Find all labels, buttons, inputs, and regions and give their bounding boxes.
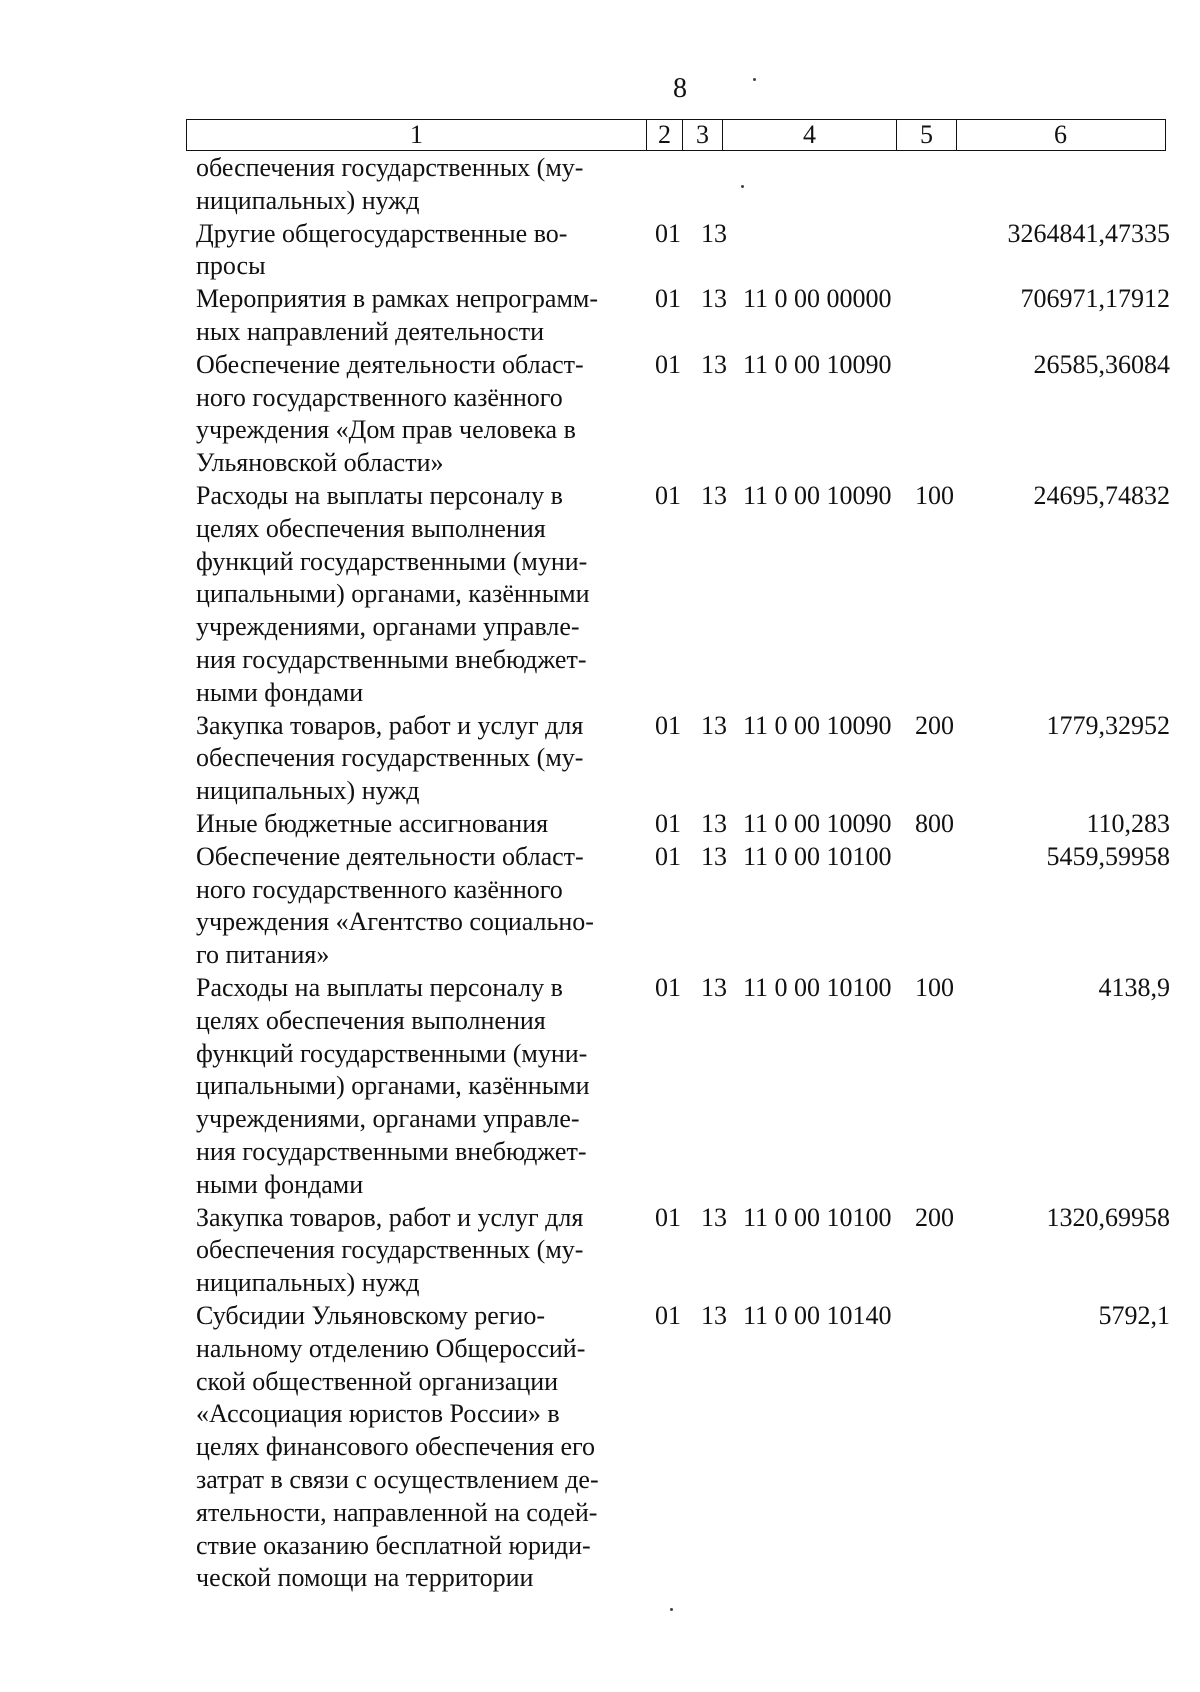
row-section: 01 xyxy=(655,808,681,838)
row-amount: 5459,59958 xyxy=(1046,841,1170,871)
row-amount: 706971,17912 xyxy=(1020,284,1170,314)
row-expense-type: 800 xyxy=(915,808,954,838)
table-row xyxy=(0,218,1200,284)
row-target-article: 11 0 00 10090 xyxy=(743,710,892,740)
row-subsection: 13 xyxy=(701,1300,727,1330)
row-name: Иные бюджетные ассигнования xyxy=(196,808,549,838)
header-col-3: 3 xyxy=(683,120,723,150)
row-name: Закупка товаров, работ и услуг для обеспечения государственных (му- ниципальных) нужд xyxy=(196,710,584,806)
row-amount: 1320,69958 xyxy=(1046,1202,1170,1232)
row-subsection: 13 xyxy=(701,1202,727,1232)
header-col-5: 5 xyxy=(897,120,957,150)
header-col-6: 6 xyxy=(1054,120,1067,149)
row-target-article: 11 0 00 10100 xyxy=(743,972,892,1002)
row-name: обеспечения государственных (му- ниципальных) нужд xyxy=(196,153,584,215)
row-section: 01 xyxy=(655,972,681,1002)
scan-speck xyxy=(753,78,756,81)
row-name: Другие общегосударственные во- просы xyxy=(196,218,568,281)
row-target-article: 11 0 00 10090 xyxy=(743,349,892,379)
row-name: Обеспечение деятельности област- ного государственного казённого учреждения «Дом прав человека в Ульяновской области» xyxy=(196,349,584,478)
row-expense-type: 200 xyxy=(915,1202,954,1232)
row-name: Обеспечение деятельности област- ного государственного казённого учреждения «Агентство социально- го питания» xyxy=(196,841,594,970)
row-name: Расходы на выплаты персоналу в целях обеспечения выполнения функций государственными (муни- ципальными) органами, казёнными учреждениями, органами управле- ния государственными внебюджет- ными фондами xyxy=(196,972,590,1199)
row-subsection: 13 xyxy=(701,972,727,1002)
row-amount: 110,283 xyxy=(1086,808,1170,838)
row-section: 01 xyxy=(655,218,681,248)
row-amount: 24695,74832 xyxy=(1033,480,1170,510)
table-row xyxy=(0,808,1200,841)
row-target-article: 11 0 00 10100 xyxy=(743,841,892,871)
row-subsection: 13 xyxy=(701,218,727,248)
row-subsection: 13 xyxy=(701,841,727,871)
table-row xyxy=(0,841,1200,972)
table-body xyxy=(0,152,1200,1595)
scan-speck xyxy=(670,1608,673,1611)
row-subsection: 13 xyxy=(701,480,727,510)
row-subsection: 13 xyxy=(701,710,727,740)
row-name: Мероприятия в рамках непрограмм- ных направлений деятельности xyxy=(196,284,599,346)
table-row xyxy=(0,1300,1200,1595)
row-amount: 3264841,47335 xyxy=(1007,218,1170,248)
row-amount: 4138,9 xyxy=(1098,972,1170,1002)
row-section: 01 xyxy=(655,480,681,510)
row-target-article: 11 0 00 10090 xyxy=(743,808,892,838)
row-target-article: 11 0 00 10140 xyxy=(743,1300,892,1330)
table-row xyxy=(0,283,1200,349)
row-expense-type: 200 xyxy=(915,710,954,740)
row-section: 01 xyxy=(655,284,681,314)
row-subsection: 13 xyxy=(701,284,727,314)
table-row xyxy=(0,1202,1200,1300)
row-target-article: 11 0 00 10100 xyxy=(743,1202,892,1232)
header-col-4: 4 xyxy=(723,120,897,150)
row-expense-type: 100 xyxy=(915,480,954,510)
row-amount: 26585,36084 xyxy=(1033,349,1170,379)
row-section: 01 xyxy=(655,710,681,740)
row-subsection: 13 xyxy=(701,808,727,838)
row-section: 01 xyxy=(655,841,681,871)
header-col-1: 1 xyxy=(187,120,647,150)
row-target-article: 11 0 00 10090 xyxy=(743,480,892,510)
page-number: 8 xyxy=(673,73,687,104)
table-row xyxy=(0,972,1200,1202)
row-subsection: 13 xyxy=(701,349,727,379)
table-row xyxy=(0,710,1200,808)
row-name: Закупка товаров, работ и услуг для обеспечения государственных (му- ниципальных) нужд xyxy=(196,1202,584,1298)
row-section: 01 xyxy=(655,349,681,379)
table-header xyxy=(186,119,1166,151)
header-col-2: 2 xyxy=(647,120,683,150)
row-name: Расходы на выплаты персоналу в целях обеспечения выполнения функций государственными (муни- ципальными) органами, казёнными учреждениями, органами управле- ния государственными внебюджет- ными фондами xyxy=(196,480,590,707)
row-section: 01 xyxy=(655,1202,681,1232)
row-amount: 1779,32952 xyxy=(1046,710,1170,740)
row-expense-type: 100 xyxy=(915,972,954,1002)
row-target-article: 11 0 00 00000 xyxy=(743,284,892,314)
table-row xyxy=(0,152,1200,218)
row-section: 01 xyxy=(655,1300,681,1330)
row-name: Субсидии Ульяновскому регио- нальному отделению Общероссий- ской общественной организации «Ассоциация юристов России» в целях финансового обеспечения его затрат в связи с осуществлением де- ятельности, направленной на содей- ствие оказанию бесплатной юриди- ческой помощи на территории xyxy=(196,1300,599,1593)
row-amount: 5792,1 xyxy=(1098,1300,1170,1330)
table-row xyxy=(0,349,1200,480)
table-row xyxy=(0,480,1200,710)
